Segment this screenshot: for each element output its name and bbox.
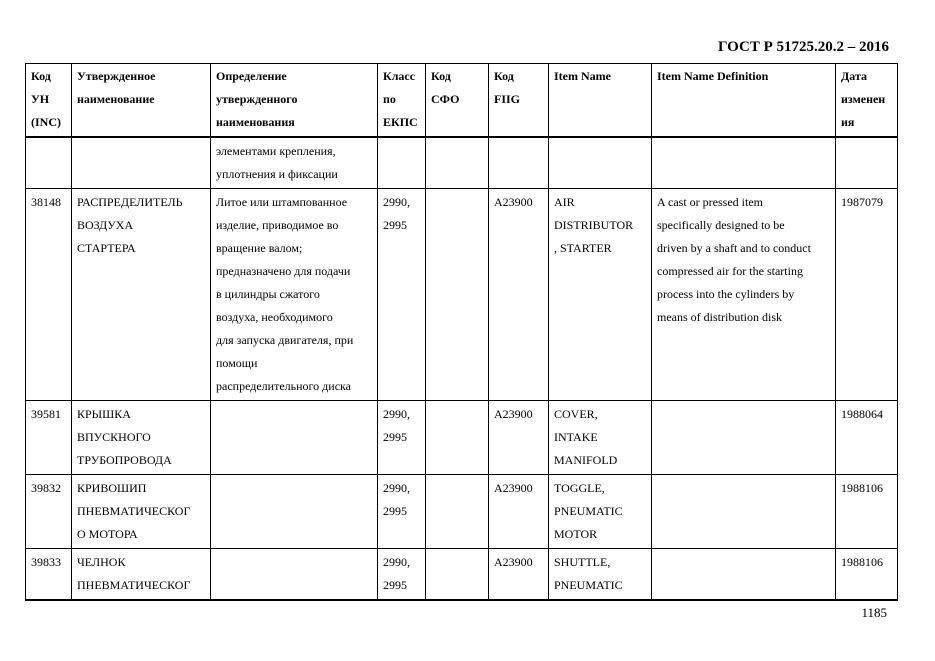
cell-sfo-code: [426, 189, 489, 401]
cell-sfo-code: [426, 401, 489, 475]
header-approved-name: Утвержденное наименование: [72, 64, 211, 138]
table-row: [26, 475, 898, 549]
page-number: 1185: [861, 605, 887, 620]
cell-ekps-class: 2990, 2995: [378, 549, 426, 601]
cell-approved-name: ЧЕЛНОК ПНЕВМАТИЧЕСКОГ: [72, 549, 211, 601]
cell-change-date: [836, 137, 898, 189]
cell-inc-code: 39581: [26, 401, 72, 475]
cell-sfo-code: [426, 475, 489, 549]
header-change-date: Дата изменен ия: [836, 64, 898, 138]
cell-change-date: 1988106: [836, 549, 898, 601]
cell-definition: [211, 401, 378, 475]
cell-inc-code: 39832: [26, 475, 72, 549]
document-title: ГОСТ Р 51725.20.2 – 2016: [717, 39, 889, 55]
cell-fiig-code: A23900: [489, 475, 549, 549]
header-sfo-code: Код СФО: [426, 64, 489, 138]
cell-definition: Литое или штампованное изделие, приводимое во вращение валом; предназначено для подачи в цилиндры сжатого воздуха, необходимого для запуска двигателя, при помощи распределительного диска: [211, 189, 378, 401]
cell-fiig-code: [489, 137, 549, 189]
cell-item-name: COVER, INTAKE MANIFOLD: [549, 401, 652, 475]
cell-change-date: 1987079: [836, 189, 898, 401]
table-row: [26, 401, 898, 475]
terms-table: [25, 63, 898, 601]
cell-item-name-definition: [652, 137, 836, 189]
cell-sfo-code: [426, 137, 489, 189]
table-row: [26, 189, 898, 401]
cell-fiig-code: A23900: [489, 189, 549, 401]
cell-inc-code: [26, 137, 72, 189]
header-inc-code: Код УН (INC): [26, 64, 72, 138]
header-item-name: Item Name: [549, 64, 652, 138]
cell-item-name-definition: [652, 475, 836, 549]
table-header-row: [26, 64, 898, 138]
header-fiig-code: Код FIIG: [489, 64, 549, 138]
cell-item-name-definition: [652, 401, 836, 475]
cell-definition: [211, 549, 378, 601]
cell-item-name-definition: A cast or pressed item specifically designed to be driven by a shaft and to conduct compressed air for the starting process into the cylinders by means of distribution disk: [652, 189, 836, 401]
cell-ekps-class: [378, 137, 426, 189]
cell-item-name: TOGGLE, PNEUMATIC MOTOR: [549, 475, 652, 549]
cell-definition: элементами крепления, уплотнения и фиксации: [211, 137, 378, 189]
cell-inc-code: 39833: [26, 549, 72, 601]
header-ekps-class: Класс по ЕКПС: [378, 64, 426, 138]
header-definition: Определение утвержденного наименования: [211, 64, 378, 138]
table-row: [26, 549, 898, 601]
cell-ekps-class: 2990, 2995: [378, 189, 426, 401]
cell-fiig-code: A23900: [489, 401, 549, 475]
cell-inc-code: 38148: [26, 189, 72, 401]
cell-item-name: AIR DISTRIBUTOR , STARTER: [549, 189, 652, 401]
cell-item-name-definition: [652, 549, 836, 601]
cell-change-date: 1988064: [836, 401, 898, 475]
cell-ekps-class: 2990, 2995: [378, 401, 426, 475]
cell-change-date: 1988106: [836, 475, 898, 549]
cell-approved-name: КРЫШКА ВПУСКНОГО ТРУБОПРОВОДА: [72, 401, 211, 475]
cell-item-name: SHUTTLE, PNEUMATIC: [549, 549, 652, 601]
cell-approved-name: РАСПРЕДЕЛИТЕЛЬ ВОЗДУХА СТАРТЕРА: [72, 189, 211, 401]
table-row: [26, 137, 898, 189]
cell-ekps-class: 2990, 2995: [378, 475, 426, 549]
cell-sfo-code: [426, 549, 489, 601]
cell-approved-name: КРИВОШИП ПНЕВМАТИЧЕСКОГ О МОТОРА: [72, 475, 211, 549]
cell-fiig-code: A23900: [489, 549, 549, 601]
header-item-name-definition: Item Name Definition: [652, 64, 836, 138]
cell-approved-name: [72, 137, 211, 189]
cell-item-name: [549, 137, 652, 189]
cell-definition: [211, 475, 378, 549]
